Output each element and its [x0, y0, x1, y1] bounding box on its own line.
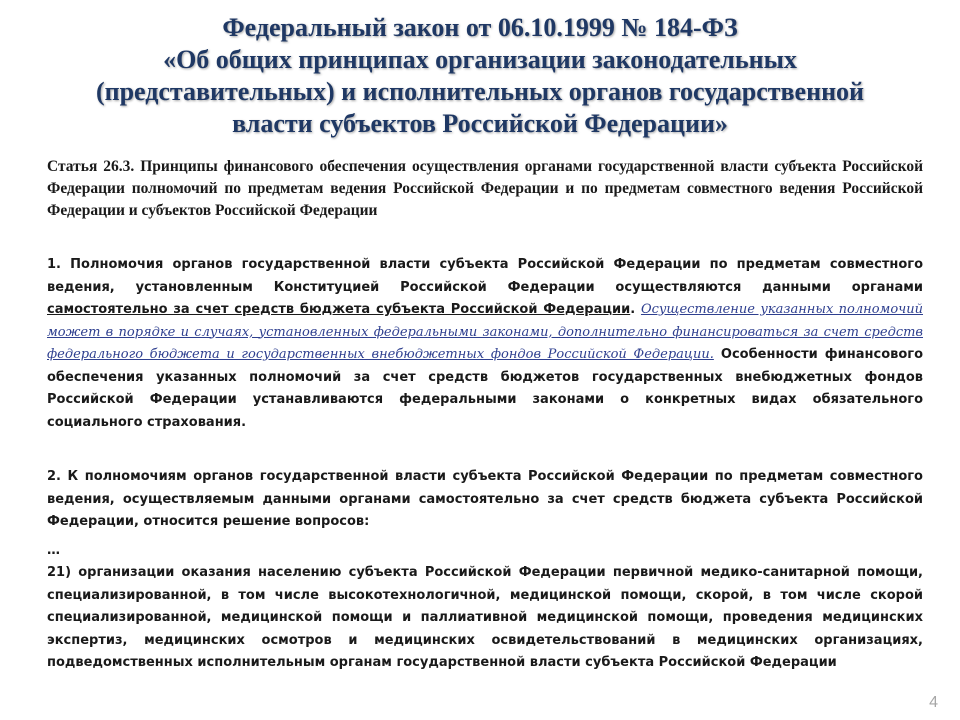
title-line-1: Федеральный закон от 06.10.1999 № 184-ФЗ	[222, 13, 738, 42]
paragraph-21: 21) организации оказания населению субъекта Российской Федерации первичной медико-санитарной помощи, специализированной, в том числе высокотехнологичной, медицинской помощи, скорой, в том числе скорой специализированной, медицинской помощи и паллиативной медицинской помощи, проведения медицинских экспертиз, медицинских осмотров и медицинских освидетельствований в медицинских организациях, подведомственных исполнительным органам государственной власти субъекта Российской Федерации	[47, 565, 923, 670]
paragraph-1-highlight: Осуществление указанных полномочий может в порядке и случаях, установленных федеральными законами, дополнительно финансироваться за счет средств федерального бюджета и государственных внебюджетных фондов Российской Федерации.	[47, 302, 923, 362]
ellipsis: …	[47, 543, 60, 558]
paragraph-1-underlined: самостоятельно за счет средств бюджета субъекта Российской Федерации	[47, 302, 631, 317]
page-number: 4	[929, 694, 938, 711]
paragraph-1-part-1: 1. Полномочия органов государственной власти субъекта Российской Федерации по предметам совместного ведения, установленным Конституцией Российской Федерации осуществляются данными органами	[47, 257, 923, 295]
title-line-4: власти субъектов Российской Федерации»	[232, 109, 728, 138]
title-line-3: (представительных) и исполнительных органов государственной	[95, 77, 865, 106]
paragraph-2: 2. К полномочиям органов государственной власти субъекта Российской Федерации по предметам совместного ведения, осуществляемым данными органами самостоятельно за счет средств бюджета субъекта Российской Федерации, относится решение вопросов:	[47, 469, 923, 529]
title-line-2: «Об общих принципах организации законодательных	[163, 45, 797, 74]
paragraph-1-part-3: Особенности финансового обеспечения указанных полномочий за счет средств бюджетов государственных внебюджетных фондов Российской Федерации устанавливаются федеральными законами о конкретных видах обязательного социального страхования.	[47, 347, 924, 430]
paragraph-1-part-2: .	[630, 302, 641, 317]
slide-title	[40, 12, 920, 140]
article-heading: Статья 26.3. Принципы финансового обеспечения осуществления органами государственной власти субъекта Российской Федерации полномочий по предметам ведения Российской Федерации и по предметам совместного ведения Российской Федерации и субъектов Российской Федерации	[47, 158, 923, 219]
paragraph-1	[47, 254, 923, 434]
